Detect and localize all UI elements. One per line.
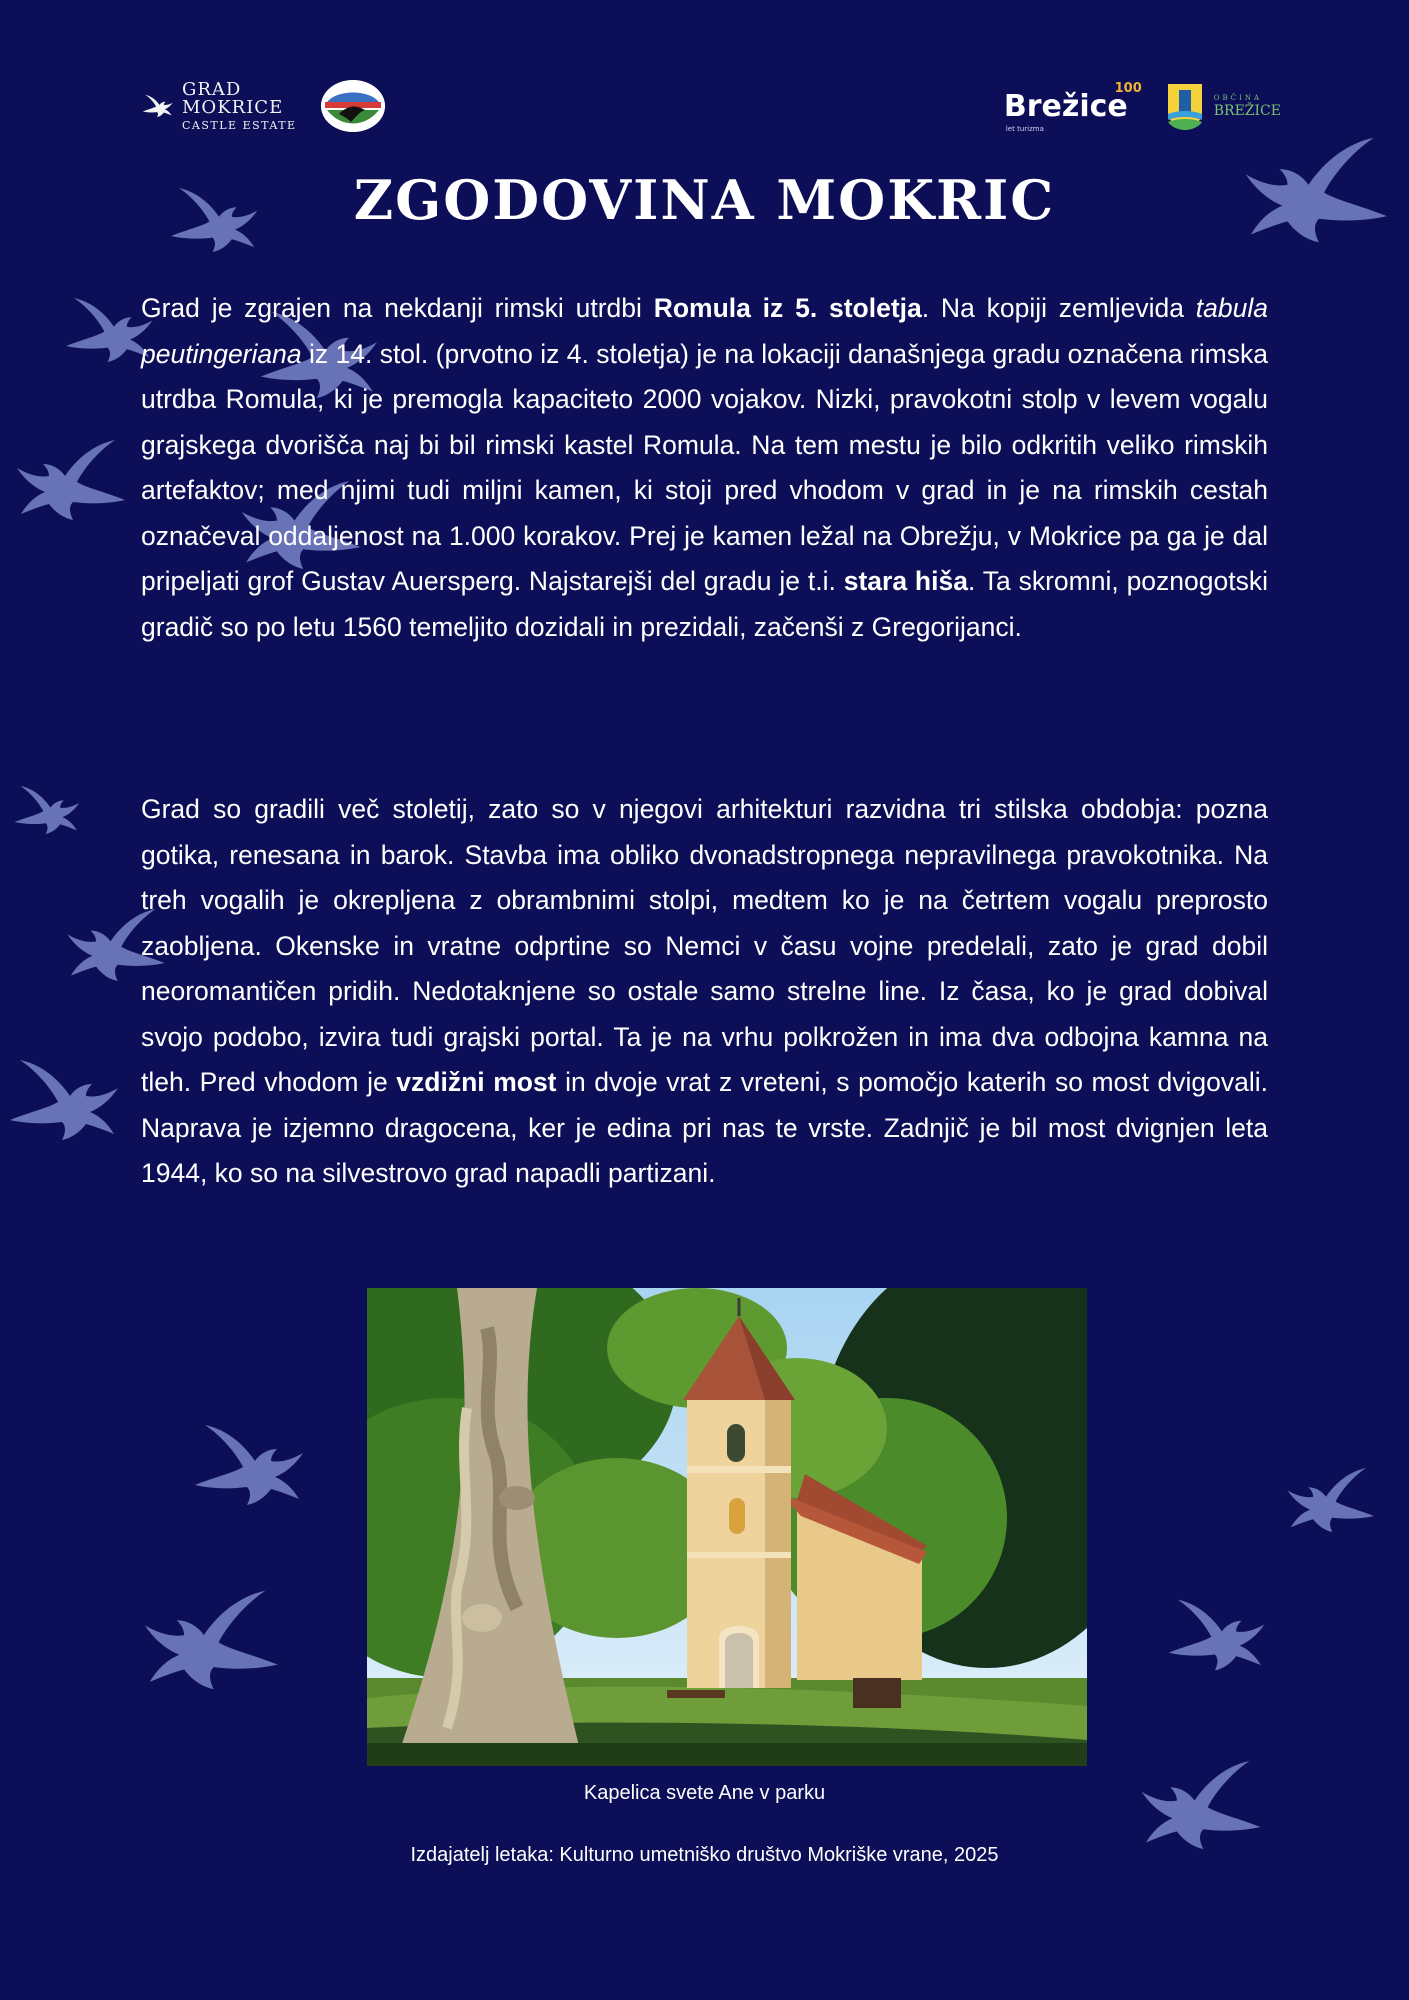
italic-run: tabula peutingeriana bbox=[141, 293, 1268, 369]
text-run: iz 14. stol. (prvotno iz 4. stoletja) je na lokaciji današnjega gradu označena rimska utrdba Romula, ki je premogla kapaciteto 2000 vojakov. Nizki, pravokotni stolp v levem vogalu grajskega dvorišča naj bi bil rimski kastel Romula. Na tem mestu je bilo odkritih veliko rimskih artefaktov; med njimi tudi miljni kamen, ki stoji pred vhodom v grad in je na rimskih cestah označeval oddaljenost na 1.000 korakov. Prej je kamen ležal na Obrežju, v Mokrice pa ga je dal pripeljati grof Gustav Auersperg. Najstarejši del gradu je t.i. bbox=[141, 338, 1268, 596]
brezice-word: Brežice bbox=[1003, 88, 1128, 124]
text-run: . Na kopiji zemljevida bbox=[921, 293, 1196, 323]
text-run: in dvoje vrat z vreteni, s pomočjo katerih so most dvigovali. Naprava je izjemno dragocena, ker je edina pri nas te vrste. Zadnjič je bil most dvignjen leta 1944, ko so na silvestrovo grad napadli partizani. bbox=[141, 1067, 1269, 1188]
bold-run: stara hiša bbox=[843, 566, 968, 596]
crow-silhouette-icon bbox=[1270, 1460, 1390, 1540]
crow-silhouette-icon bbox=[130, 1570, 290, 1710]
text-run: Grad je zgrajen na nekdanji rimski utrdbi bbox=[141, 293, 654, 323]
bold-run: vzdižni most bbox=[396, 1067, 557, 1097]
obcina-crest-icon bbox=[1164, 80, 1206, 132]
photo-caption: Kapelica svete Ane v parku bbox=[583, 1782, 826, 1804]
history-paragraph-2 bbox=[141, 787, 1268, 1197]
text-run: . Ta skromni, poznogotski gradič so po letu 1560 temeljito dozidali in prezidali, začenši z Gregorijanci. bbox=[141, 566, 1268, 642]
brand-line-grad: GRAD bbox=[182, 79, 242, 100]
crow-silhouette-icon bbox=[0, 1040, 130, 1160]
club-badge-icon[interactable] bbox=[321, 80, 385, 132]
crow-silhouette-icon bbox=[185, 1410, 315, 1520]
crow-silhouette-icon bbox=[1160, 1590, 1275, 1680]
text-run: Grad so gradili več stoletij, zato so v njegovi arhitekturi razvidna tri stilska obdobja: pozna gotika, renesana in barok. Stavba ima obliko dvonadstropnega nepravilnega pravokotnika. Na treh vogalih je okrepljena z obrambnimi stolpi, medtem ko je na četrtem vogalu preprosto zaobljena. Okenske in vratne odprtine so Nemci v času vojne predelali, zato je grad dobil neoromantičen pridih. Nedotaknjene so ostale samo strelne line. Iz časa, ko je grad dobival svojo podobo, izvira tudi grajski portal. Ta je na vrhu polkrožen in ima dva odbojna kamna na tleh. Pred vhodom je bbox=[141, 794, 1268, 1097]
header-right-logos bbox=[1004, 80, 1281, 132]
brand-line-castle-estate: CASTLE ESTATE bbox=[182, 119, 297, 132]
history-paragraph-1 bbox=[141, 286, 1268, 650]
crow-silhouette-icon bbox=[0, 780, 95, 840]
brezice-subline: let turizma bbox=[1005, 124, 1044, 133]
crow-icon bbox=[140, 89, 176, 123]
publisher-note: Izdajatelj letaka: Kulturno umetniško društvo Mokriške vrane, 2025 bbox=[410, 1844, 999, 1866]
obcina-wordmark bbox=[1214, 95, 1281, 118]
bold-run: Romula iz 5. stoletja bbox=[653, 293, 922, 323]
crow-silhouette-icon bbox=[0, 430, 140, 530]
header-left-logos bbox=[140, 80, 385, 132]
brezice-100-mark: 100 bbox=[1114, 80, 1142, 96]
grad-mokrice-logo[interactable] bbox=[140, 81, 297, 131]
page-title: ZGODOVINA MOKRIC bbox=[353, 168, 1056, 232]
obcina-brezice-logo[interactable] bbox=[1164, 80, 1281, 132]
obcina-line1: OBČINA bbox=[1213, 93, 1263, 102]
grad-mokrice-wordmark bbox=[182, 81, 297, 131]
obcina-line2: BREŽICE bbox=[1213, 102, 1281, 119]
chapel-photo bbox=[367, 1288, 1087, 1766]
brand-line-mokrice: MOKRICE bbox=[182, 97, 284, 118]
brezice-tourism-logo[interactable] bbox=[1003, 80, 1142, 133]
